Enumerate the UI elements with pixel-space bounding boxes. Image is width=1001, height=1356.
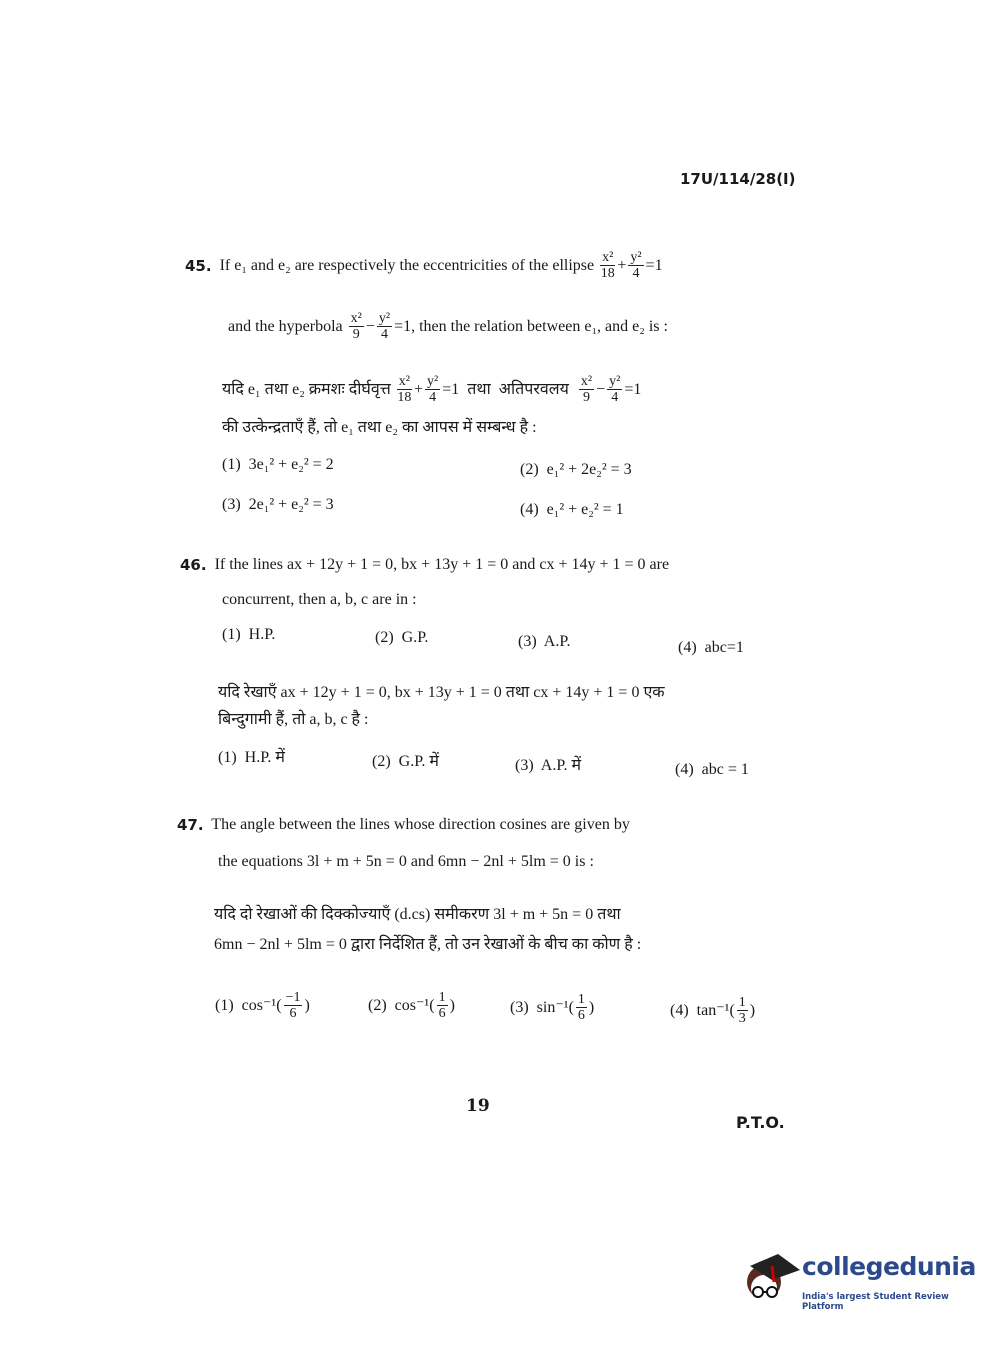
fraction xyxy=(397,374,412,405)
question-number: 45. xyxy=(185,256,212,275)
page-number: 19 xyxy=(466,1096,490,1116)
text-segment: यदि रेखाएँ ax + 12y + 1 = 0, bx + 13y + 1 = 0 तथा cx + 14y + 1 = 0 एक xyxy=(218,684,665,701)
fraction xyxy=(579,374,594,405)
text-segment: ) xyxy=(588,998,595,1016)
text-line xyxy=(218,748,285,768)
text-segment: 6mn − 2nl + 5lm = 0 द्वारा निर्देशित हैं, तो उन रेखाओं के बीच का कोण है : xyxy=(214,936,642,953)
denominator: 4 xyxy=(611,390,619,405)
numerator: 1 xyxy=(738,995,746,1010)
text-line xyxy=(518,632,570,652)
denominator: 4 xyxy=(632,266,640,281)
text-segment: The angle between the lines whose direction cosines are given by xyxy=(203,816,630,833)
text-line xyxy=(510,992,594,1023)
text-segment: (4) e₁² + e₂² = 1 xyxy=(520,501,624,518)
fraction xyxy=(425,374,440,405)
text-segment: ) xyxy=(449,996,455,1014)
pto-label: P.T.O. xyxy=(736,1113,785,1132)
brand-tagline: India's largest Student Review Platform xyxy=(802,1292,949,1312)
text-line xyxy=(214,905,621,925)
text-segment: =1, then the relation between e₁, and e₂ is : xyxy=(394,317,668,335)
text-segment: + xyxy=(414,380,424,398)
denominator: 9 xyxy=(582,390,590,405)
text-line xyxy=(180,555,669,575)
text-segment: (2) G.P. में xyxy=(372,753,439,770)
text-line xyxy=(222,625,275,645)
text-segment: + xyxy=(617,256,627,274)
fraction xyxy=(737,995,748,1026)
text-line xyxy=(222,418,537,438)
text-segment: (1) 3e₁² + e₂² = 2 xyxy=(222,456,334,473)
text-segment: (1) H.P. में xyxy=(218,749,285,766)
numerator: x² xyxy=(580,374,593,389)
text-line xyxy=(520,500,624,520)
denominator: 6 xyxy=(289,1006,297,1021)
text-segment: the equations 3l + m + 5n = 0 and 6mn − 2nl + 5lm = 0 is : xyxy=(218,853,594,870)
denominator: 18 xyxy=(397,390,412,405)
text-segment: यदि e₁ तथा e₂ क्रमशः दीर्घवृत्त xyxy=(222,380,395,398)
text-segment: (3) A.P. में xyxy=(515,757,582,774)
text-segment: यदि दो रेखाओं की दिक्कोज्याएँ (d.cs) समीकरण 3l + m + 5n = 0 तथा xyxy=(214,906,621,923)
denominator: 18 xyxy=(600,266,615,281)
text-segment: (4) tan⁻¹( xyxy=(670,1001,735,1019)
numerator: 1 xyxy=(577,992,585,1007)
text-segment: ) xyxy=(749,1001,756,1019)
text-line xyxy=(185,250,663,281)
text-segment: (2) cos⁻¹( xyxy=(368,996,435,1014)
text-segment: (1) H.P. xyxy=(222,626,276,643)
paper-code: 17U/114/28(I) xyxy=(680,170,796,188)
text-line xyxy=(222,455,334,475)
text-line xyxy=(372,752,439,772)
text-line xyxy=(214,935,641,955)
text-segment: =1 तथा अतिपरवलय xyxy=(442,380,577,398)
text-line xyxy=(218,852,594,872)
text-segment: If e₁ and e₂ are respectively the eccentricities of the ellipse xyxy=(211,256,599,274)
text-segment: ) xyxy=(304,996,310,1014)
brand-name: collegedunia xyxy=(802,1252,976,1281)
collegedunia-logo xyxy=(742,1248,976,1318)
fraction xyxy=(284,990,303,1021)
text-line xyxy=(675,760,749,780)
numerator: y² xyxy=(630,250,642,265)
mascot-icon xyxy=(742,1248,800,1318)
text-segment: If the lines ax + 12y + 1 = 0, bx + 13y + 1 = 0 and cx + 14y + 1 = 0 are xyxy=(206,556,670,573)
text-line xyxy=(678,638,744,658)
numerator: y² xyxy=(427,374,439,389)
fraction xyxy=(607,374,622,405)
fraction xyxy=(576,992,587,1023)
fraction xyxy=(349,311,364,342)
text-line xyxy=(520,460,632,480)
text-line xyxy=(368,990,455,1021)
text-segment: (2) e₁² + 2e₂² = 3 xyxy=(520,461,632,478)
text-segment: concurrent, then a, b, c are in : xyxy=(222,591,417,608)
text-segment: and the hyperbola xyxy=(228,317,347,335)
text-line xyxy=(222,495,334,515)
numerator: y² xyxy=(609,374,621,389)
numerator: y² xyxy=(378,311,391,326)
text-segment: (1) cos⁻¹( xyxy=(215,996,282,1014)
text-segment: (4) abc=1 xyxy=(678,639,744,656)
text-line xyxy=(222,374,641,405)
text-segment: (3) A.P. xyxy=(518,633,571,650)
text-segment: (3) 2e₁² + e₂² = 3 xyxy=(222,496,334,513)
numerator: −1 xyxy=(285,990,301,1005)
denominator: 9 xyxy=(352,327,360,342)
text-line xyxy=(515,756,581,776)
denominator: 4 xyxy=(380,327,388,342)
fraction xyxy=(628,250,643,281)
numerator: x² xyxy=(350,311,362,326)
text-segment: बिन्दुगामी हैं, तो a, b, c है : xyxy=(218,711,369,728)
numerator: x² xyxy=(398,374,410,389)
text-line xyxy=(375,628,428,648)
question-number: 47. xyxy=(177,816,204,834)
text-segment: की उत्केन्द्रताएँ हैं, तो e₁ तथा e₂ का आपस में सम्बन्ध है : xyxy=(222,419,537,436)
fraction xyxy=(600,250,615,281)
text-line xyxy=(215,990,310,1021)
denominator: 6 xyxy=(438,1006,446,1021)
text-line xyxy=(177,815,630,835)
fraction xyxy=(437,990,448,1021)
text-segment: =1 xyxy=(624,380,642,398)
text-segment: − xyxy=(596,380,606,398)
text-segment: (3) sin⁻¹( xyxy=(510,998,574,1016)
text-line xyxy=(670,995,755,1026)
denominator: 6 xyxy=(577,1008,585,1023)
denominator: 3 xyxy=(738,1011,746,1026)
text-segment: (2) G.P. xyxy=(375,629,429,646)
text-line xyxy=(222,590,417,610)
text-segment: − xyxy=(365,317,375,335)
denominator: 4 xyxy=(429,390,437,405)
fraction xyxy=(377,311,392,342)
text-line xyxy=(218,710,369,730)
numerator: x² xyxy=(602,250,614,265)
question-number: 46. xyxy=(180,556,207,574)
text-line xyxy=(228,311,668,342)
text-segment: (4) abc = 1 xyxy=(675,761,749,778)
text-line xyxy=(218,683,665,703)
text-segment: =1 xyxy=(645,256,663,274)
numerator: 1 xyxy=(438,990,446,1005)
